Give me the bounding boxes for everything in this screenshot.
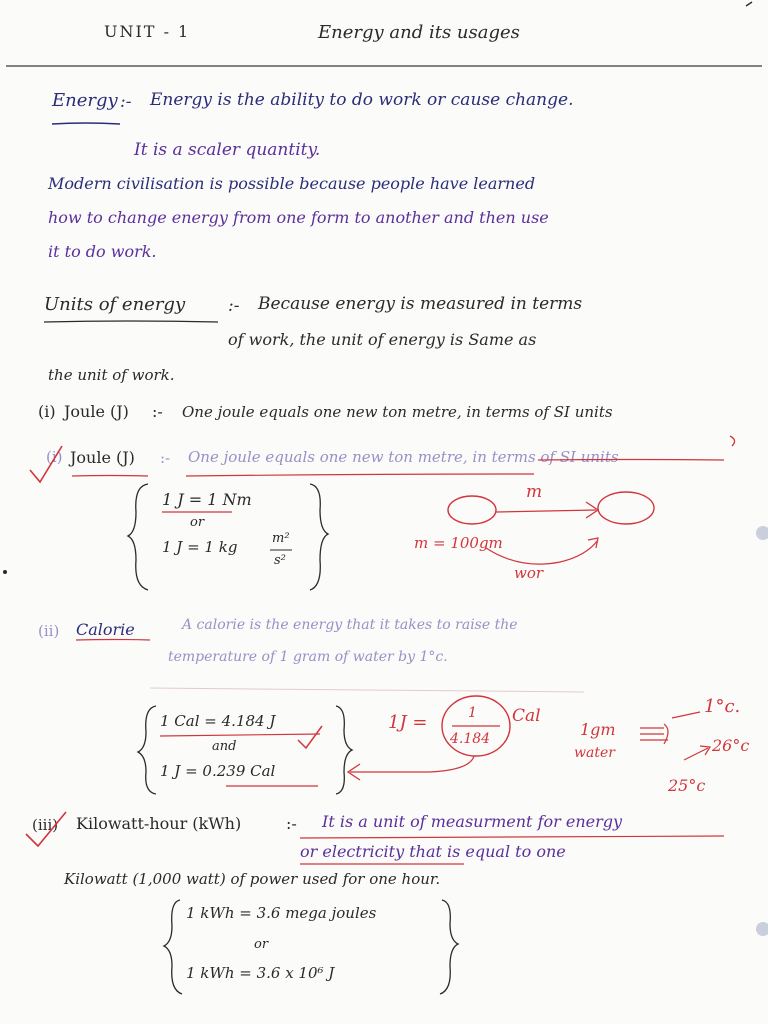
page-edge-mark-1 [756,526,768,540]
calorie-label: Calorie [76,620,135,639]
diagram-m-label: m [526,482,543,502]
kwh-number: (iii) [32,816,59,834]
energy-paragraph-line-1: Modern civilisation is possible because people have learned [48,174,536,193]
units-line-1: Because energy is measured in terms [258,294,583,314]
kwh-equation-2: 1 kWh = 3.6 x 10⁶ J [186,964,335,982]
calorie-underline [76,640,150,641]
temperature-rise-arrow [684,748,708,760]
temperature-initial-label: 25°c [668,776,706,795]
kwh-or: or [254,937,269,952]
margin-dot [3,570,7,574]
joule-or: or [190,515,205,530]
joule-equation-2-denominator: s² [274,553,286,568]
corner-mark [746,2,752,6]
calorie-guide-line [150,688,584,692]
water-label: water [574,745,615,761]
joule-right-brace [310,484,328,590]
calorie-equation-2: 1 J = 0.239 Cal [160,762,276,780]
temperature-final-label: 26°c [712,736,750,755]
units-line-2: of work, the unit of energy is Same as [228,330,537,349]
calorie-side-unit: Cal [512,706,541,726]
energy-paragraph-line-3: it to do work. [48,242,157,261]
temperature-rise-label: 1°c. [704,696,741,717]
joule-tick-mark [30,446,62,482]
calorie-definition-line-1: A calorie is the energy that it takes to raise the [182,617,518,633]
calorie-tick-mark [298,726,322,748]
calorie-fraction-numerator: 1 [468,705,477,721]
calorie-left-brace [138,706,156,794]
energy-paragraph-line-2: how to change energy from one form to another and then use [48,208,549,227]
joule-definition-underline [186,474,534,476]
kwh-left-brace [164,900,182,994]
calorie-and: and [212,739,237,754]
units-line-3: the unit of work. [48,366,175,384]
joule-separator: :- [152,402,163,421]
diagram-ball-end [598,492,654,524]
joule-equation-2-numerator: m² [272,531,290,546]
calorie-number: (ii) [38,622,60,640]
diagram-work-arrow [486,540,598,564]
joule-si-underline [538,460,724,461]
kwh-right-brace [440,900,458,994]
joule-check-mark [730,436,735,446]
kwh-equation-1: 1 kWh = 3.6 mega joules [186,904,377,922]
calorie-side-left: 1J = [388,712,428,733]
joule-label-underline [72,476,148,477]
calorie-definition-line-2: temperature of 1 gram of water by 1°c. [168,649,448,665]
energy-definition: Energy is the ability to do work or cause change. [150,90,574,110]
water-mass-label: 1gm [580,720,616,739]
energy-scalar-note: It is a scaler quantity. [134,140,321,160]
calorie-fraction-denominator: 4.184 [450,731,491,747]
kwh-line-1-underline [300,836,724,838]
page-title: Energy and its usages [318,22,520,43]
energy-underline [52,123,120,124]
joule-rewrite-definition: One joule equals one new ton metre, in terms of SI units [188,448,619,466]
joule-equation-2: 1 J = 1 kg [162,538,238,556]
page-edge-mark-2 [756,922,768,936]
joule-label: Joule (J) [64,402,129,421]
joule-definition: One joule equals one new ton metre, in terms of SI units [182,403,613,421]
heater-sketch [640,724,668,744]
joule-rewrite-separator: :- [160,449,171,467]
kwh-line-3: Kilowatt (1,000 watt) of power used for one hour. [64,870,441,888]
energy-separator: :- [120,92,132,112]
joule-rewrite-number: (i) [46,448,63,466]
joule-number: (i) [38,402,56,421]
kwh-line-2: or electricity that is equal to one [300,842,566,861]
diagram-displacement-arrow [496,510,596,512]
unit-label: UNIT - 1 [104,22,191,41]
kwh-line-1: It is a unit of measurment for energy [322,812,623,831]
diagram-ball-start [448,496,496,524]
units-underline [44,321,218,322]
kwh-separator: :- [286,814,297,833]
units-separator: :- [228,296,240,316]
units-heading: Units of energy [44,294,186,315]
calorie-right-brace [336,706,352,794]
diagram-work-label: wor [514,564,544,582]
kwh-label: Kilowatt-hour (kWh) [76,814,242,833]
energy-term: Energy [52,90,118,111]
kwh-tick-mark [26,812,66,846]
calorie-conversion-arrow [350,756,474,772]
joule-rewrite-label: Joule (J) [70,448,135,467]
joule-equation-1: 1 J = 1 Nm [162,490,252,509]
calorie-eq1-underline [160,734,320,736]
calorie-equation-1: 1 Cal = 4.184 J [160,712,276,730]
joule-left-brace [128,484,148,590]
diagram-mass-label: m = 100gm [414,534,503,552]
heat-arrow [672,712,700,718]
